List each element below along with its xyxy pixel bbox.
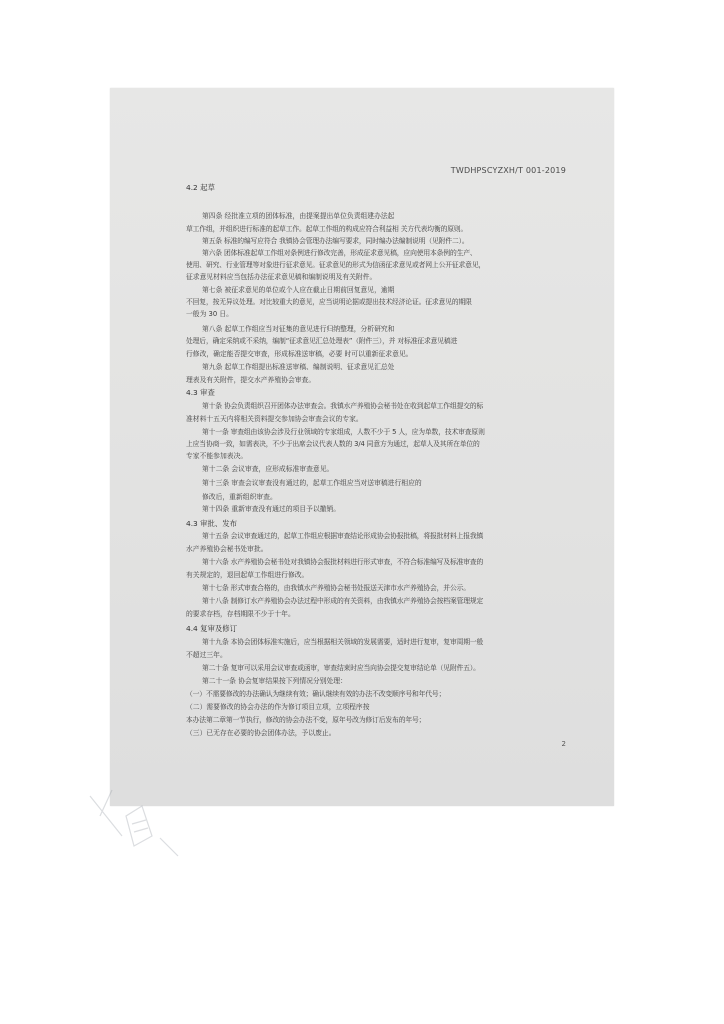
text-line: 行修改，确定能否提交审查，形成标准送审稿，必要 时可以重新征求意见。 — [186, 350, 413, 358]
text-line: 一般为 30 日。 — [186, 310, 233, 318]
text-line: 本办法第二章第一节执行，修改的协会办法不变，原年号改为修订后发布的年号； — [186, 716, 426, 724]
text-line: 不超过三年。 — [186, 651, 227, 659]
text-line: 征求意见材料应当包括办法征求意见稿和编制说明及有关附件。 — [186, 273, 377, 281]
text-line: 上应当协商一致，如需表决，不少于出席会议代表人数的 3/4 同意方为通过，起草人及其所在单位的 — [186, 440, 480, 448]
text-line: 第十二条 会议审查，应形成标准审查意见。 — [202, 465, 334, 473]
scanned-page — [110, 88, 614, 806]
text-line: （二）需要修改的协会办法的作为修订项目立项，立项程序按 — [186, 703, 370, 711]
text-line: （三）已无存在必要的协会团体办法，予以废止。 — [186, 729, 336, 737]
section-heading: 4.4 复审及修订 — [186, 624, 238, 633]
text-line: 第二十一条 协会复审结果按下列情况分别处理： — [202, 677, 347, 685]
watermark-stamp — [82, 776, 202, 876]
text-line: 第九条 起草工作组提出标准送审稿、编制说明、征求意见汇总处 — [202, 363, 395, 371]
section-heading: 4.3 审批、发布 — [186, 519, 238, 528]
text-line: 第二十条 复审可以采用会议审查或函审，审查结束时应当向协会提交复审结论单（见附件五）。 — [202, 664, 480, 672]
text-line: 第八条 起草工作组应当对征集的意见进行归纳整理，分析研究和 — [202, 325, 395, 333]
text-line: 第六条 团体标准起草工作组对条例进行修改完善，形成征求意见稿，应向使用本条例的生产、 — [202, 249, 477, 257]
text-line: 草工作组，并组织进行标准的起草工作。起草工作组的构成应符合利益相 关方代表均衡的原则。 — [186, 225, 468, 233]
text-line: 有关规定的，退回起草工作组进行修改。 — [186, 571, 309, 579]
text-line: 第十五条 会议审查通过的，起草工作组应根据审查结论形成协会协报批稿，将报批材料上报我镇 — [202, 532, 484, 540]
section-heading: 4.3 审查 — [186, 388, 215, 397]
text-line: 第十六条 水产养殖协会秘书处对我镇协会报批材料进行形式审查，不符合标准编写及标准审查的 — [202, 558, 484, 566]
text-line: 水产养殖协会秘书处审批。 — [186, 545, 268, 553]
text-line: 第十七条 形式审查合格的，由我镇水产养殖协会秘书处报送天津市水产养殖协会，并公示。 — [202, 584, 470, 592]
document-code: TWDHPSCYZXH/T 001-2019 — [450, 166, 566, 175]
text-line: 第十一条 审查组由该协会涉及行业领域的专家组成，人数不少于 5 人，应为单数，技术审查原则 — [202, 428, 485, 436]
text-line: 使用、研究、行业管理等对象进行征求意见。征求意见的形式为信函征求意见或者网上公开征求意见， — [186, 261, 486, 269]
text-line: 第十九条 本协会团体标准实施后，应当根据相关领域的发展需要，适时进行复审，复审周期一般 — [202, 638, 484, 646]
text-line: 第十八条 制修订水产养殖协会办法过程中形成的有关资料，由我镇水产养殖协会按档案管理规定 — [202, 597, 484, 605]
text-line: 准材料十五天内将相关资料提交参加协会审查会议的专家。 — [186, 415, 363, 423]
text-line: 理表及有关附件，提交水产养殖协会审查。 — [186, 376, 316, 384]
text-line: 修改后，重新组织审查。 — [202, 493, 277, 501]
text-line: 第五条 标准的编写应符合 我镇协会管理办法编写要求，同时编办法编制说明（见附件二）。 — [202, 237, 469, 245]
text-line: （一）不需要修改的办法确认为继续有效；确认继续有效的办法不改变顺序号和年代号； — [186, 690, 446, 698]
section-heading: 4.2 起草 — [186, 183, 215, 192]
text-line: 第四条 经批准立项的团体标准，由提案提出单位负责组建办法起 — [202, 212, 395, 220]
page-number: 2 — [561, 740, 566, 748]
text-line: 第七条 被征求意见的单位或个人应在截止日期前回复意见，逾期 — [202, 286, 395, 294]
text-line: 第十条 协会负责组织召开团体办法审查会。我镇水产养殖协会秘书处在收到起草工作组提交的标 — [202, 402, 484, 410]
text-line: 专家不能参加表决。 — [186, 452, 248, 460]
text-line: 不回复，按无异议处理。对比较重大的意见，应当说明论据或提出技术经济论证。征求意见的期限 — [186, 298, 472, 306]
text-line: 处理后，确定采纳或不采纳，编制“征求意见汇总处理表”（附件三），并 对标准征求意见稿进 — [186, 337, 458, 345]
text-line: 第十四条 重新审查没有通过的项目予以撤销。 — [202, 505, 341, 513]
text-line: 的要求存档，存档期限不少于十年。 — [186, 610, 295, 618]
text-line: 第十三条 审查会议审查没有通过的，起草工作组应当对送审稿进行相应的 — [202, 479, 422, 487]
